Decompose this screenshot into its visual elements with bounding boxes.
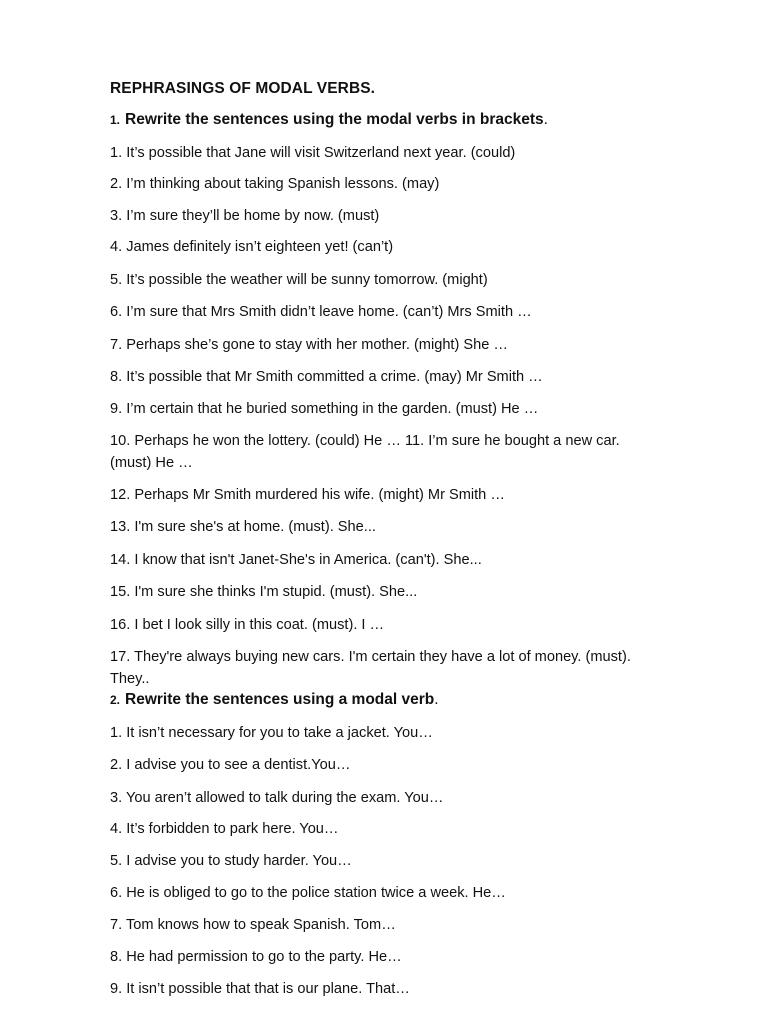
section-1-number: 1.	[110, 113, 121, 127]
section-1-item-1: 1. It’s possible that Jane will visit Switzerland next year. (could)	[110, 145, 516, 161]
section-1-item-13: 13. I'm sure she's at home. (must). She...	[110, 519, 376, 535]
section-2-item-9: 9. It isn’t possible that that is our plane. That…	[110, 981, 410, 997]
section-1-item-10-11: 10. Perhaps he won the lottery. (could) He … 11. I’m sure he bought a new car. (must) He …	[110, 433, 620, 471]
section-1-item-8: 8. It’s possible that Mr Smith committed a crime. (may) Mr Smith …	[110, 369, 543, 385]
section-1-heading	[110, 111, 548, 129]
section-1-item-2: 2. I’m thinking about taking Spanish lessons. (may)	[110, 176, 440, 192]
section-2-item-7: 7. Tom knows how to speak Spanish. Tom…	[110, 917, 396, 933]
section-2-item-3: 3. You aren’t allowed to talk during the exam. You…	[110, 790, 444, 806]
section-2-item-2: 2. I advise you to see a dentist.You…	[110, 757, 351, 773]
section-2-item-6: 6. He is obliged to go to the police station twice a week. He…	[110, 885, 506, 901]
section-1-heading-text: Rewrite the sentences using the modal verbs in brackets	[125, 111, 544, 128]
section-2-heading-text: Rewrite the sentences using a modal verb	[125, 691, 435, 708]
section-1-item-6: 6. I’m sure that Mrs Smith didn’t leave home. (can’t) Mrs Smith …	[110, 304, 532, 320]
section-1-item-14: 14. I know that isn't Janet-She's in America. (can't). She...	[110, 552, 482, 568]
section-2-heading-period: .	[434, 691, 439, 708]
section-1-item-4: 4. James definitely isn’t eighteen yet! (can’t)	[110, 239, 394, 255]
section-1-item-3: 3. I’m sure they’ll be home by now. (must)	[110, 208, 380, 224]
section-2-item-8: 8. He had permission to go to the party. He…	[110, 949, 402, 965]
section-1-heading-period: .	[543, 111, 548, 128]
section-1-item-17: 17. They're always buying new cars. I'm certain they have a lot of money. (must). They..	[110, 649, 631, 687]
section-2-heading	[110, 691, 439, 709]
section-2-item-5: 5. I advise you to study harder. You…	[110, 853, 352, 869]
section-2-number: 2.	[110, 693, 121, 707]
section-1-item-5: 5. It’s possible the weather will be sunny tomorrow. (might)	[110, 272, 488, 288]
section-1-item-15: 15. I'm sure she thinks I'm stupid. (must). She...	[110, 584, 418, 600]
section-1-item-7: 7. Perhaps she’s gone to stay with her mother. (might) She …	[110, 337, 509, 353]
section-2-item-4: 4. It’s forbidden to park here. You…	[110, 821, 339, 837]
section-1-item-16: 16. I bet I look silly in this coat. (must). I …	[110, 617, 385, 633]
document-title: REPHRASINGS OF MODAL VERBS.	[110, 80, 376, 97]
section-1-item-9: 9. I’m certain that he buried something in the garden. (must) He …	[110, 401, 539, 417]
section-2-item-1: 1. It isn’t necessary for you to take a jacket. You…	[110, 725, 433, 741]
section-1-item-12: 12. Perhaps Mr Smith murdered his wife. (might) Mr Smith …	[110, 487, 505, 503]
